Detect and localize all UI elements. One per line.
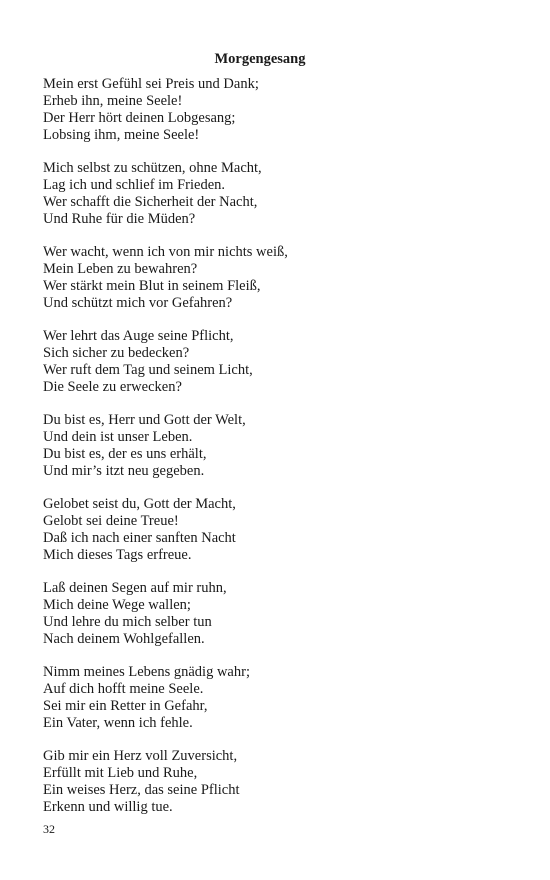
poem-line: Mich deine Wege wallen;: [43, 597, 191, 613]
poem-line: Mein Leben zu bewahren?: [43, 261, 198, 277]
poem-line: Auf dich hofft meine Seele.: [43, 681, 204, 697]
stanza: [43, 244, 523, 312]
poem-line: Nimm meines Lebens gnädig wahr;: [43, 664, 250, 680]
poem-line: Und schützt mich vor Gefahren?: [43, 295, 233, 311]
poem-line: Und Ruhe für die Müden?: [43, 211, 196, 227]
poem-line: Erkenn und willig tue.: [43, 799, 173, 815]
poem-line: Du bist es, der es uns erhält,: [43, 446, 207, 462]
poem-line: Wer stärkt mein Blut in seinem Fleiß,: [43, 278, 261, 294]
poem-line: Mich dieses Tags erfreue.: [43, 547, 192, 563]
poem-line: Ein Vater, wenn ich fehle.: [43, 715, 193, 731]
poem-line: Lag ich und schlief im Frieden.: [43, 177, 226, 193]
poem-line: Die Seele zu erwecken?: [43, 379, 182, 395]
stanza: [43, 76, 523, 144]
stanza: [43, 328, 523, 396]
poem-line: Nach deinem Wohlgefallen.: [43, 631, 205, 647]
poem-line: Gelobet seist du, Gott der Macht,: [43, 496, 236, 512]
stanza: [43, 412, 523, 480]
poem-line: Daß ich nach einer sanften Nacht: [43, 530, 236, 546]
poem-line: Sei mir ein Retter in Gefahr,: [43, 698, 208, 714]
stanza: [43, 748, 523, 816]
poem-line: Lobsing ihm, meine Seele!: [43, 127, 200, 143]
poem-body: [43, 76, 523, 832]
poem-line: Der Herr hört deinen Lobgesang;: [43, 110, 236, 126]
poem-line: Wer wacht, wenn ich von mir nichts weiß,: [43, 244, 288, 260]
page-number: 32: [43, 822, 55, 836]
poem-line: Erfüllt mit Lieb und Ruhe,: [43, 765, 198, 781]
poem-line: Wer ruft dem Tag und seinem Licht,: [43, 362, 253, 378]
stanza: [43, 496, 523, 564]
poem-line: Und lehre du mich selber tun: [43, 614, 212, 630]
poem-line: Und mir’s itzt neu gegeben.: [43, 463, 205, 479]
stanza: [43, 580, 523, 648]
poem-line: Laß deinen Segen auf mir ruhn,: [43, 580, 227, 596]
poem-line: Du bist es, Herr und Gott der Welt,: [43, 412, 246, 428]
poem-line: Wer schafft die Sicherheit der Nacht,: [43, 194, 258, 210]
poem-line: Mich selbst zu schützen, ohne Macht,: [43, 160, 262, 176]
stanza: [43, 664, 523, 732]
poem-line: Gib mir ein Herz voll Zuversicht,: [43, 748, 238, 764]
poem-title: Morgengesang: [214, 51, 306, 67]
poem-line: Wer lehrt das Auge seine Pflicht,: [43, 328, 234, 344]
poem-line: Und dein ist unser Leben.: [43, 429, 193, 445]
poem-line: Sich sicher zu bedecken?: [43, 345, 190, 361]
poem-line: Erheb ihn, meine Seele!: [43, 93, 183, 109]
poem-line: Gelobt sei deine Treue!: [43, 513, 179, 529]
poem-line: Mein erst Gefühl sei Preis und Dank;: [43, 76, 259, 92]
poem-line: Ein weises Herz, das seine Pflicht: [43, 782, 240, 798]
stanza: [43, 160, 523, 228]
